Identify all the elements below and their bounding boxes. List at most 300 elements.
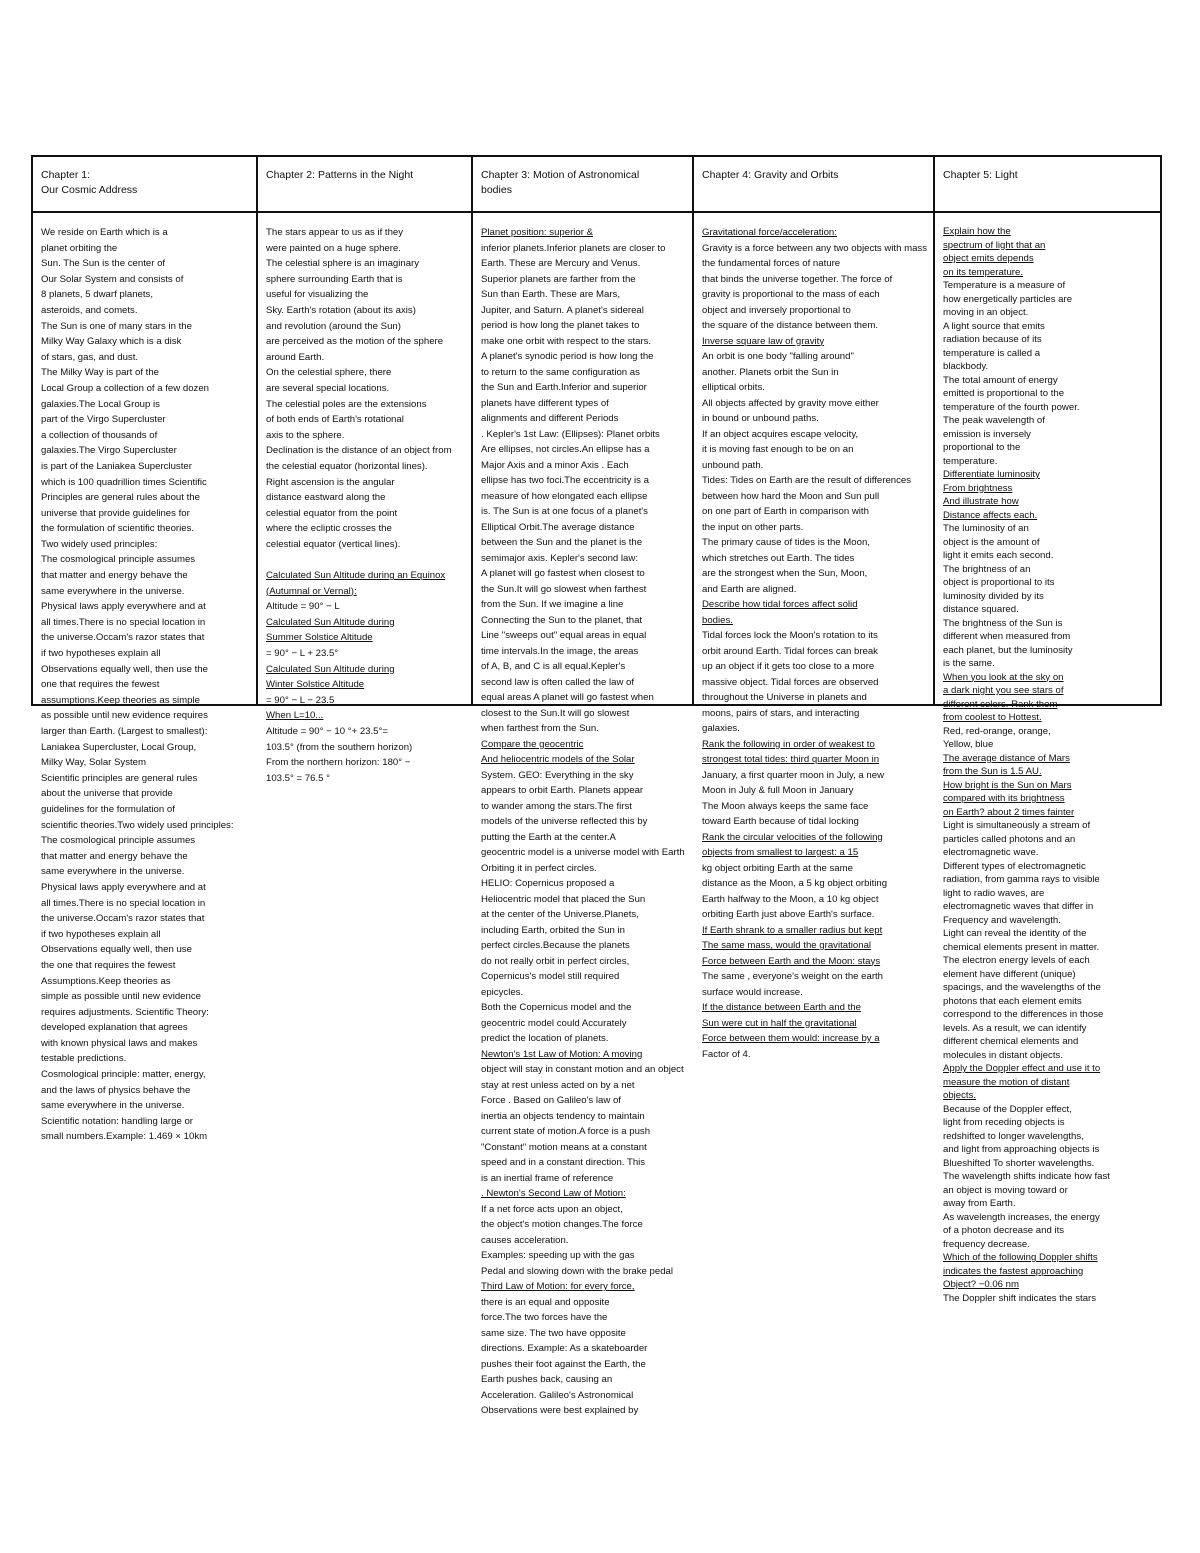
underlined-text-line: on its temperature. xyxy=(943,266,1023,278)
text-line: System. GEO: Everything in the sky xyxy=(481,769,634,781)
text-line: inertia an objects tendency to maintain xyxy=(481,1110,645,1122)
underlined-text-line: object emits depends xyxy=(943,253,1034,264)
column-header-line: Our Cosmic Address xyxy=(41,184,138,196)
text-line: up an object if it gets too close to a more xyxy=(702,661,875,672)
text-line: Light is simultaneously a stream of xyxy=(943,820,1091,831)
text-line: On the celestial sphere, there xyxy=(266,367,392,379)
text-line: it is moving fast enough to be on an xyxy=(702,444,854,455)
text-line: light to radio waves, are xyxy=(943,887,1045,899)
text-line: if two hypotheses explain all xyxy=(41,648,161,660)
text-line: are several special locations. xyxy=(266,382,390,394)
text-line: Milky Way Galaxy which is a disk xyxy=(41,336,182,348)
text-line: geocentric model could Accurately xyxy=(481,1017,627,1029)
column-chapter-2 xyxy=(258,157,473,784)
text-line: 103.5° = 76.5 ° xyxy=(266,772,330,784)
underlined-text-line: Newton's 1st Law of Motion: A moving xyxy=(481,1048,643,1060)
text-line: planet orbiting the xyxy=(41,242,118,254)
text-line: kg object orbiting Earth at the same xyxy=(702,862,853,874)
text-line: moons, pairs of stars, and interacting xyxy=(702,707,860,719)
text-line: alignments and different Periods xyxy=(481,413,619,424)
text-line: Principles are general rules about the xyxy=(41,492,200,504)
underlined-text-line: Calculated Sun Altitude during an Equinox xyxy=(266,570,446,582)
text-line: celestial equator from the point xyxy=(266,507,398,519)
underlined-text-line: Third Law of Motion: for every force, xyxy=(481,1281,635,1292)
underlined-text-line: Inverse square law of gravity xyxy=(702,335,825,347)
underlined-text-line: on Earth? about 2 times fainter xyxy=(943,806,1075,818)
text-line: same everywhere in the universe. xyxy=(41,1100,185,1112)
text-line: equal areas A planet will go fastest when xyxy=(481,692,654,703)
text-line: Force . Based on Galileo's law of xyxy=(481,1095,621,1106)
text-line: Elliptical Orbit.The average distance xyxy=(481,521,635,533)
underlined-text-line: bodies. xyxy=(702,614,733,626)
text-line: with known physical laws and makes xyxy=(41,1037,198,1049)
underlined-text-line: Explain how the xyxy=(943,226,1011,237)
text-line: the object's motion changes.The force xyxy=(481,1219,643,1230)
text-line: and light from approaching objects is xyxy=(943,1144,1100,1155)
text-line: a collection of thousands of xyxy=(41,429,158,441)
text-line: stay at rest unless acted on by a net xyxy=(481,1079,635,1091)
text-line: Are ellipses, not circles.An ellipse has a xyxy=(481,444,650,455)
text-line: An orbit is one body "falling around" xyxy=(702,351,854,362)
study-guide-table xyxy=(31,155,1162,1416)
text-line: the universe.Occam's razor states that xyxy=(41,913,205,925)
underlined-text-line: objects. xyxy=(943,1090,977,1101)
text-line: . Kepler's 1st Law: (Ellipses): Planet orbits xyxy=(481,428,660,440)
text-line: and the laws of physics behave the xyxy=(41,1084,191,1096)
text-line xyxy=(266,552,468,568)
text-line: Declination is the distance of an object from xyxy=(266,445,452,457)
underlined-text-line: And illustrate how xyxy=(943,496,1019,507)
text-line: Factor of 4. xyxy=(702,1048,751,1060)
text-line: appears to orbit Earth. Planets appear xyxy=(481,785,644,796)
text-line: force.The two forces have the xyxy=(481,1312,608,1323)
text-line: Acceleration. Galileo's Astronomical xyxy=(481,1389,634,1401)
text-line: distance squared. xyxy=(943,604,1019,615)
text-line: A planet's synodic period is how long the xyxy=(481,351,654,362)
text-line: distance eastward along the xyxy=(266,492,386,504)
text-line: the formulation of scientific theories. xyxy=(41,523,195,535)
text-line: redshifted to longer wavelengths, xyxy=(943,1130,1084,1142)
column-body xyxy=(694,213,933,1062)
text-line: speed and in a constant direction. This xyxy=(481,1157,646,1168)
column-chapter-1 xyxy=(33,157,258,1143)
underlined-text-line: Force between Earth and the Moon: stays xyxy=(702,955,881,967)
underlined-text-line: from the Sun is 1.5 AU. xyxy=(943,766,1042,777)
underlined-text-line: measure the motion of distant xyxy=(943,1076,1070,1088)
text-line: If an object acquires escape velocity, xyxy=(702,428,859,440)
text-line: of A, B, and C is all equal.Kepler's xyxy=(481,661,626,672)
text-line: Earth. These are Mercury and Venus. xyxy=(481,258,641,269)
text-line: Scientific principles are general rules xyxy=(41,772,198,784)
text-line: Earth pushes back, causing an xyxy=(481,1374,613,1385)
text-line: Sun than Earth. These are Mars, xyxy=(481,289,621,300)
text-line: Scientific notation: handling large or xyxy=(41,1115,193,1127)
text-line: Orbiting it in perfect circles. xyxy=(481,862,597,874)
text-line: January, a first quarter moon in July, a new xyxy=(702,769,885,781)
text-line: proportional to the xyxy=(943,442,1021,453)
text-line: guidelines for the formulation of xyxy=(41,803,175,815)
text-line: gravity is proportional to the mass of each xyxy=(702,289,880,300)
text-line: between the Sun and the planet is the xyxy=(481,537,643,548)
text-line: inferior planets.Inferior planets are closer to xyxy=(481,242,666,254)
text-line: the input on other parts. xyxy=(702,521,804,533)
text-line: temperature is called a xyxy=(943,347,1041,359)
text-line: Cosmological principle: matter, energy, xyxy=(41,1069,206,1081)
text-line: another. Planets orbit the Sun in xyxy=(702,366,839,378)
text-line: throughout the Universe in planets and xyxy=(702,692,867,703)
text-line: unbound path. xyxy=(702,459,764,471)
text-line: second law is often called the law of xyxy=(481,676,635,688)
text-line: A planet will go fastest when closest to xyxy=(481,568,645,579)
text-line: larger than Earth. (Largest to smallest): xyxy=(41,726,208,737)
text-line: small numbers.Example: 1.469 × 10km xyxy=(41,1131,208,1143)
text-line: From the northern horizon: 180° − xyxy=(266,757,411,769)
text-line: are perceived as the motion of the sphere xyxy=(266,336,444,348)
text-line: make one orbit with respect to the stars. xyxy=(481,335,652,347)
text-line: of stars, gas, and dust. xyxy=(41,351,139,363)
text-line: Earth halfway to the Moon, a 10 kg object xyxy=(702,893,879,905)
underlined-text-line: Sun were cut in half the gravitational xyxy=(702,1017,857,1029)
underlined-text-line: Apply the Doppler effect and use it to xyxy=(943,1063,1101,1074)
text-line: Yellow, blue xyxy=(943,739,994,750)
text-line: The cosmological principle assumes xyxy=(41,835,196,847)
text-line: about the universe that provide xyxy=(41,788,173,800)
column-header xyxy=(33,157,256,213)
underlined-text-line: Gravitational force/acceleration: xyxy=(702,227,837,238)
text-line: Because of the Doppler effect, xyxy=(943,1103,1072,1115)
text-line: Frequency and wavelength. xyxy=(943,914,1061,926)
text-line: Jupiter, and Saturn. A planet's sidereal xyxy=(481,304,644,316)
text-line: The total amount of energy xyxy=(943,374,1058,386)
text-line: The wavelength shifts indicate how fast xyxy=(943,1171,1110,1182)
text-line: Altitude = 90° − L xyxy=(266,601,340,613)
text-line: Blueshifted To shorter wavelengths. xyxy=(943,1157,1095,1169)
text-line: the one that requires the fewest xyxy=(41,959,176,971)
text-line: different chemical elements and xyxy=(943,1036,1079,1047)
text-line: particles called photons and an xyxy=(943,833,1076,845)
text-line: and revolution (around the Sun) xyxy=(266,320,401,332)
text-line: light it emits each second. xyxy=(943,550,1054,561)
text-line: temperature of the fourth power. xyxy=(943,401,1080,413)
text-line: HELIO: Copernicus proposed a xyxy=(481,878,615,889)
text-line: galaxies. xyxy=(702,723,740,734)
underlined-text-line: . Newton's Second Law of Motion: xyxy=(481,1188,626,1199)
text-line: causes acceleration. xyxy=(481,1234,569,1246)
text-line: scientific theories.Two widely used principles: xyxy=(41,819,234,831)
column-body xyxy=(33,213,256,1145)
text-line: the Sun and Earth.Inferior and superior xyxy=(481,382,647,393)
text-line: Physical laws apply everywhere and at xyxy=(41,601,206,613)
text-line: The electron energy levels of each xyxy=(943,955,1090,966)
text-line: sphere surrounding Earth that is xyxy=(266,273,403,285)
text-line: orbiting Earth just above Earth's surface. xyxy=(702,909,875,920)
text-line: Red, red-orange, orange, xyxy=(943,725,1051,737)
text-line: levels. As a result, we can identify xyxy=(943,1022,1087,1034)
text-line: testable predictions. xyxy=(41,1053,127,1065)
underlined-text-line: When you look at the sky on xyxy=(943,671,1064,683)
text-line: pushes their foot against the Earth, the xyxy=(481,1358,646,1370)
underlined-text-line: The average distance of Mars xyxy=(943,752,1070,764)
text-line: Major Axis and a minor Axis . Each xyxy=(481,459,629,471)
text-line: Connecting the Sun to the planet, that xyxy=(481,614,643,626)
underlined-text-line: Planet position: superior & xyxy=(481,227,593,238)
underlined-text-line: Winter Solstice Altitude xyxy=(266,679,365,691)
underlined-text-line: When L=10... xyxy=(266,710,324,722)
underlined-text-line: different colors. Rank them xyxy=(943,698,1058,710)
text-line: All objects affected by gravity move either xyxy=(702,397,879,409)
text-line: to wander among the stars.The first xyxy=(481,800,632,812)
text-line: The peak wavelength of xyxy=(943,415,1045,426)
text-line: celestial equator (vertical lines). xyxy=(266,538,401,550)
column-chapter-3 xyxy=(473,157,694,1416)
text-line: radiation because of its xyxy=(943,334,1042,345)
text-line: when farthest from the Sun. xyxy=(481,723,599,734)
text-line: Sky. Earth's rotation (about its axis) xyxy=(266,304,416,316)
text-line: Altitude = 90° − 10 °+ 23.5°= xyxy=(266,726,388,737)
column-header xyxy=(694,157,933,213)
text-line: away from Earth. xyxy=(943,1198,1016,1209)
underlined-text-line: Distance affects each. xyxy=(943,509,1038,521)
column-header-line: Chapter 5: Light xyxy=(943,169,1018,181)
text-line: The Doppler shift indicates the stars xyxy=(943,1292,1097,1304)
text-line: different when measured from xyxy=(943,631,1071,642)
text-line: Two widely used principles: xyxy=(41,538,158,550)
column-header xyxy=(258,157,471,213)
text-line: same everywhere in the universe. xyxy=(41,866,185,878)
text-line: The luminosity of an xyxy=(943,523,1029,534)
text-line: Observations equally well, then use xyxy=(41,944,192,956)
text-line: is the same. xyxy=(943,658,995,669)
text-line: closest to the Sun.It will go slowest xyxy=(481,707,630,719)
text-line: The brightness of the Sun is xyxy=(943,617,1063,629)
text-line: if two hypotheses explain all xyxy=(41,928,161,940)
text-line: planets have different types of xyxy=(481,397,609,409)
text-line: the fundamental forces of nature xyxy=(702,258,841,269)
text-line: part of the Virgo Supercluster xyxy=(41,414,166,426)
text-line: the square of the distance between them. xyxy=(702,320,878,331)
text-line: that matter and energy behave the xyxy=(41,850,188,862)
underlined-text-line: (Autumnal or Vernal): xyxy=(266,585,357,597)
text-line: radiation, from gamma rays to visible xyxy=(943,874,1100,885)
text-line: epicycles. xyxy=(481,986,524,998)
text-line: orbit around Earth. Tidal forces can break xyxy=(702,645,878,657)
underlined-text-line: Rank the following in order of weakest to xyxy=(702,738,875,750)
text-line: Light can reveal the identity of the xyxy=(943,928,1087,939)
text-line: frequency decrease. xyxy=(943,1238,1030,1250)
text-line: 103.5° (from the southern horizon) xyxy=(266,741,413,753)
underlined-text-line: Calculated Sun Altitude during xyxy=(266,663,395,675)
text-line: galaxies.The Virgo Supercluster xyxy=(41,445,177,457)
text-line: electromagnetic wave. xyxy=(943,847,1039,858)
text-line: As wavelength increases, the energy xyxy=(943,1211,1100,1223)
text-line: The primary cause of tides is the Moon, xyxy=(702,537,870,548)
text-line: where the ecliptic crosses the xyxy=(266,523,392,535)
text-line: do not really orbit in perfect circles, xyxy=(481,955,630,967)
text-line: as possible until new evidence requires xyxy=(41,710,208,722)
text-line: Moon in July & full Moon in January xyxy=(702,785,854,796)
underlined-text-line: spectrum of light that an xyxy=(943,239,1046,251)
text-line: from the Sun. If we imagine a line xyxy=(481,599,624,610)
text-line: Tidal forces lock the Moon's rotation to its xyxy=(702,630,878,641)
text-line: temperature. xyxy=(943,455,998,467)
text-line: object is proportional to its xyxy=(943,577,1055,588)
text-line: Local Group a collection of a few dozen xyxy=(41,382,209,394)
text-line: element have different (unique) xyxy=(943,968,1076,980)
text-line: The same , everyone's weight on the earth xyxy=(702,971,884,982)
text-line: object and inversely proportional to xyxy=(702,304,851,316)
text-line: which is 100 quadrillion times Scientific xyxy=(41,476,207,488)
column-body xyxy=(935,213,1162,1305)
text-line: Examples: speeding up with the gas xyxy=(481,1250,635,1261)
text-line: Tides: Tides on Earth are the result of differences xyxy=(702,475,912,486)
text-line: is. The Sun is at one focus of a planet's xyxy=(481,506,648,517)
text-line: object will stay in constant motion and an object xyxy=(481,1064,684,1075)
text-line: around Earth. xyxy=(266,351,325,363)
text-line: at the center of the Universe.Planets, xyxy=(481,909,639,920)
text-line: predict the location of planets. xyxy=(481,1033,609,1044)
text-line: useful for visualizing the xyxy=(266,289,369,301)
text-line: The Sun is one of many stars in the xyxy=(41,320,192,332)
text-line: the Sun.It will go slowest when farthest xyxy=(481,583,647,595)
text-line: ellipse has two foci.The eccentricity is a xyxy=(481,475,649,486)
text-line: Observations were best explained by xyxy=(481,1405,639,1416)
text-line: 8 planets, 5 dwarf planets, xyxy=(41,289,153,301)
text-line: same size. The two have opposite xyxy=(481,1327,626,1339)
underlined-text-line: The same mass, would the gravitational xyxy=(702,940,872,951)
text-line: We reside on Earth which is a xyxy=(41,227,168,238)
text-line: Both the Copernicus model and the xyxy=(481,1002,632,1013)
text-line: Milky Way, Solar System xyxy=(41,757,147,769)
underlined-text-line: Describe how tidal forces affect solid xyxy=(702,599,858,610)
text-line: axis to the sphere. xyxy=(266,429,345,441)
text-line: photons that each element emits xyxy=(943,995,1082,1007)
text-line: developed explanation that agrees xyxy=(41,1022,188,1034)
text-line: asteroids, and comets. xyxy=(41,304,138,316)
underlined-text-line: indicates the fastest approaching xyxy=(943,1265,1084,1277)
column-header xyxy=(473,157,692,213)
text-line: models of the universe reflected this by xyxy=(481,816,648,827)
column-header-line: Chapter 4: Gravity and Orbits xyxy=(702,169,839,181)
text-line: Line "sweeps out" equal areas in equal xyxy=(481,630,647,641)
column-chapter-5 xyxy=(935,157,1162,1304)
text-line: is part of the Laniakea Supercluster xyxy=(41,460,192,472)
text-line: on one part of Earth in comparison with xyxy=(702,506,869,517)
underlined-text-line: strongest total tides: third quarter Moon in xyxy=(702,754,880,765)
text-line: to return to the same configuration as xyxy=(481,366,640,378)
text-line: requires adjustments. Scientific Theory: xyxy=(41,1006,209,1018)
text-line: The cosmological principle assumes xyxy=(41,554,196,566)
text-line: are the strongest when the Sun, Moon, xyxy=(702,568,868,579)
text-line: directions. Example: As a skateboarder xyxy=(481,1343,648,1354)
text-line: toward Earth because of tidal locking xyxy=(702,816,859,827)
text-line: semimajor axis. Kepler's second law: xyxy=(481,552,638,564)
column-header-line: Chapter 1: xyxy=(41,169,91,181)
text-line: in bound or unbound paths. xyxy=(702,413,819,424)
text-line: Gravity is a force between any two objects with mass xyxy=(702,242,928,254)
text-line: emission is inversely xyxy=(943,428,1031,440)
text-line: is an inertial frame of reference xyxy=(481,1172,614,1184)
underlined-text-line: Differentiate luminosity xyxy=(943,469,1040,480)
text-line: Assumptions.Keep theories as xyxy=(41,975,171,987)
text-line: molecules in distant objects. xyxy=(943,1049,1063,1061)
text-line: The celestial sphere is an imaginary xyxy=(266,258,420,270)
column-header-line: Chapter 2: Patterns in the Night xyxy=(266,169,414,181)
text-line: distance as the Moon, a 5 kg object orbiting xyxy=(702,878,888,889)
underlined-text-line: Calculated Sun Altitude during xyxy=(266,616,395,628)
text-line: emitted is proportional to the xyxy=(943,388,1065,399)
underlined-text-line: objects from smallest to largest: a 15 xyxy=(702,847,859,858)
text-line: Different types of electromagnetic xyxy=(943,860,1086,872)
text-line: all times.There is no special location in xyxy=(41,897,206,909)
text-line: object is the amount of xyxy=(943,536,1040,548)
text-line: all times.There is no special location in xyxy=(41,616,206,628)
text-line: Superior planets are farther from the xyxy=(481,273,636,285)
text-line: Heliocentric model that placed the Sun xyxy=(481,893,646,905)
text-line: Observations equally well, then use the xyxy=(41,663,208,675)
underlined-text-line: If Earth shrank to a smaller radius but kept xyxy=(702,924,883,936)
text-line: Temperature is a measure of xyxy=(943,280,1066,291)
text-line: the celestial equator (horizontal lines). xyxy=(266,460,428,472)
text-line: universe that provide guidelines for xyxy=(41,507,190,519)
underlined-text-line: And heliocentric models of the Solar xyxy=(481,754,635,765)
text-line: including Earth, orbited the Sun in xyxy=(481,924,625,936)
text-line: If a net force acts upon an object, xyxy=(481,1203,623,1215)
text-line: Right ascension is the angular xyxy=(266,476,395,488)
text-line: geocentric model is a universe model with Earth xyxy=(481,847,685,858)
text-line: of a photon decrease and its xyxy=(943,1225,1065,1236)
text-line: A light source that emits xyxy=(943,320,1045,332)
underlined-text-line: From brightness xyxy=(943,482,1013,494)
text-line: measure of how elongated each ellipse xyxy=(481,490,648,502)
text-line: period is how long the planet takes to xyxy=(481,320,640,331)
text-line: The Moon always keeps the same face xyxy=(702,800,869,812)
underlined-text-line: Object? −0.06 nm xyxy=(943,1279,1019,1290)
text-line: time intervals.In the image, the areas xyxy=(481,645,639,657)
text-line: of both ends of Earth's rotational xyxy=(266,414,404,426)
text-line: Pedal and slowing down with the brake pedal xyxy=(481,1265,674,1277)
text-line: massive object. Tidal forces are observed xyxy=(702,676,879,688)
text-line: Physical laws apply everywhere and at xyxy=(41,881,206,893)
text-line: an object is moving toward or xyxy=(943,1184,1068,1196)
column-header-line: Chapter 3: Motion of Astronomical xyxy=(481,169,640,181)
text-line: luminosity divided by its xyxy=(943,590,1044,602)
column-body xyxy=(258,213,471,786)
text-line: the universe.Occam's razor states that xyxy=(41,632,205,644)
text-line: one that requires the fewest xyxy=(41,679,160,691)
underlined-text-line: If the distance between Earth and the xyxy=(702,1002,861,1013)
text-line: there is an equal and opposite xyxy=(481,1296,610,1308)
text-line: light from receding objects is xyxy=(943,1117,1065,1128)
text-line: galaxies.The Local Group is xyxy=(41,398,160,410)
text-line: blackbody. xyxy=(943,361,989,372)
text-line: "Constant" motion means at a constant xyxy=(481,1141,647,1153)
text-line: perfect circles.Because the planets xyxy=(481,940,630,951)
text-line: The stars appear to us as if they xyxy=(266,227,404,238)
underlined-text-line: Rank the circular velocities of the following xyxy=(702,831,883,843)
text-line: simple as possible until new evidence xyxy=(41,991,201,1003)
text-line: assumptions.Keep theories as simple xyxy=(41,694,200,706)
underlined-text-line: How bright is the Sun on Mars xyxy=(943,779,1072,791)
text-line: Sun. The Sun is the center of xyxy=(41,258,166,270)
text-line: putting the Earth at the center.A xyxy=(481,831,616,843)
text-line: spacings, and the wavelengths of the xyxy=(943,982,1101,993)
text-line: electromagnetic waves that differ in xyxy=(943,901,1094,912)
underlined-text-line: Force between them would: increase by a xyxy=(702,1033,880,1044)
text-line: The celestial poles are the extensions xyxy=(266,398,427,410)
text-line: Our Solar System and consists of xyxy=(41,273,184,285)
text-line: current state of motion.A force is a push xyxy=(481,1126,651,1137)
text-line: how energetically particles are xyxy=(943,293,1073,305)
